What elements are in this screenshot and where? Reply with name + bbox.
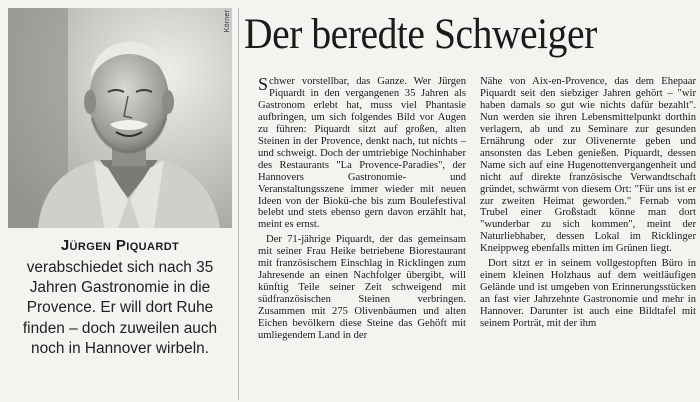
drop-cap: S — [258, 74, 269, 94]
caption-name-text: Jürgen Piquardt — [60, 237, 180, 254]
photo-caption — [8, 236, 232, 359]
article-column-1 — [258, 76, 466, 345]
paragraph-text: chwer vorstellbar, das Ganze. Wer Jürgen Piquardt in den vergangenen 35 Jahren als Gastronom erlebt hat, muss viel Phantasie aufbringen, um sich folgendes Bild vor Augen zu führen: Piquardt sitzt auf großen, alten Steinen in der Provence, denkt nach, tut nichts – und schweigt. Doch der umtriebige Nochinhaber des Restaurants "La Provence-Paradies", der Hannovers Gastronomie- und Veranstaltungsszene immer wieder mit neuen Ideen von der Biokü-che bis zum Boulefestival belebt und stets ebenso gern davon erzählt hat, meint es ernst. — [258, 76, 466, 231]
portrait-illustration — [8, 8, 232, 228]
paragraph — [258, 76, 466, 231]
article-column-2 — [480, 76, 696, 333]
caption-name — [8, 236, 232, 256]
paragraph: Dort sitzt er in seinem vollgestopften Büro in einem kleinen Holzhaus auf dem weitläufigen Gelände und ist umgeben von Erinnerungsstücken an fast vier Jahrzehnte Gastronomie und mehr in Hannover. Darunter ist auch eine Bildtafel mit seinem Porträt, mit der ihm — [480, 258, 696, 330]
paragraph: Nähe von Aix-en-Provence, das dem Ehepaar Piquardt seit den siebziger Jahren gehört – "wir haben damals so gut wie nichts dafür bezahlt". Nun werden sie ihren Lebensmittelpunkt dorthin verlagern, ab und zu Seminare zur gesunden Ernährung oder zur Olivenernte geben und ansonsten das Leben genießen. Piquardt, dessen Name sich auf eine Hugenottenvergangenheit und nicht auf direkte französische Verwandtschaft gründet, schwärmt von diesem Ort: "Für uns ist er zur zweiten Heimat geworden." Fernab vom Trubel einer Großstadt könne man dort "wunderbar zu sich kommen", meint der Naturliebhaber, dessen Lokal im Ricklinger Kneippweg ebenfalls mitten im Grünen liegt. — [480, 76, 696, 255]
column-divider — [238, 8, 239, 400]
article-headline: Der beredte Schweiger — [244, 11, 597, 58]
paragraph: Der 71-jährige Piquardt, der das gemeinsam mit seiner Frau Heike betriebene Biorestaurant mit französischem Einschlag in Ricklingen zum Jahresende an einen Nachfolger übergibt, will künftig Teile seiner Zeit schweigend mit südfranzösischen Steinen verbringen. Zusammen mit 275 Olivenbäumen und alten Eichen bevölkern diese Steine das Gehöft mit umliegendem Land in der — [258, 234, 466, 342]
portrait-photo — [8, 8, 232, 228]
photo-credit: Körner — [224, 10, 231, 33]
caption-text: verabschiedet sich nach 35 Jahren Gastronomie in die Provence. Er will dort Ruhe finden – doch zuweilen auch noch in Hannover wirbeln. — [22, 259, 218, 357]
